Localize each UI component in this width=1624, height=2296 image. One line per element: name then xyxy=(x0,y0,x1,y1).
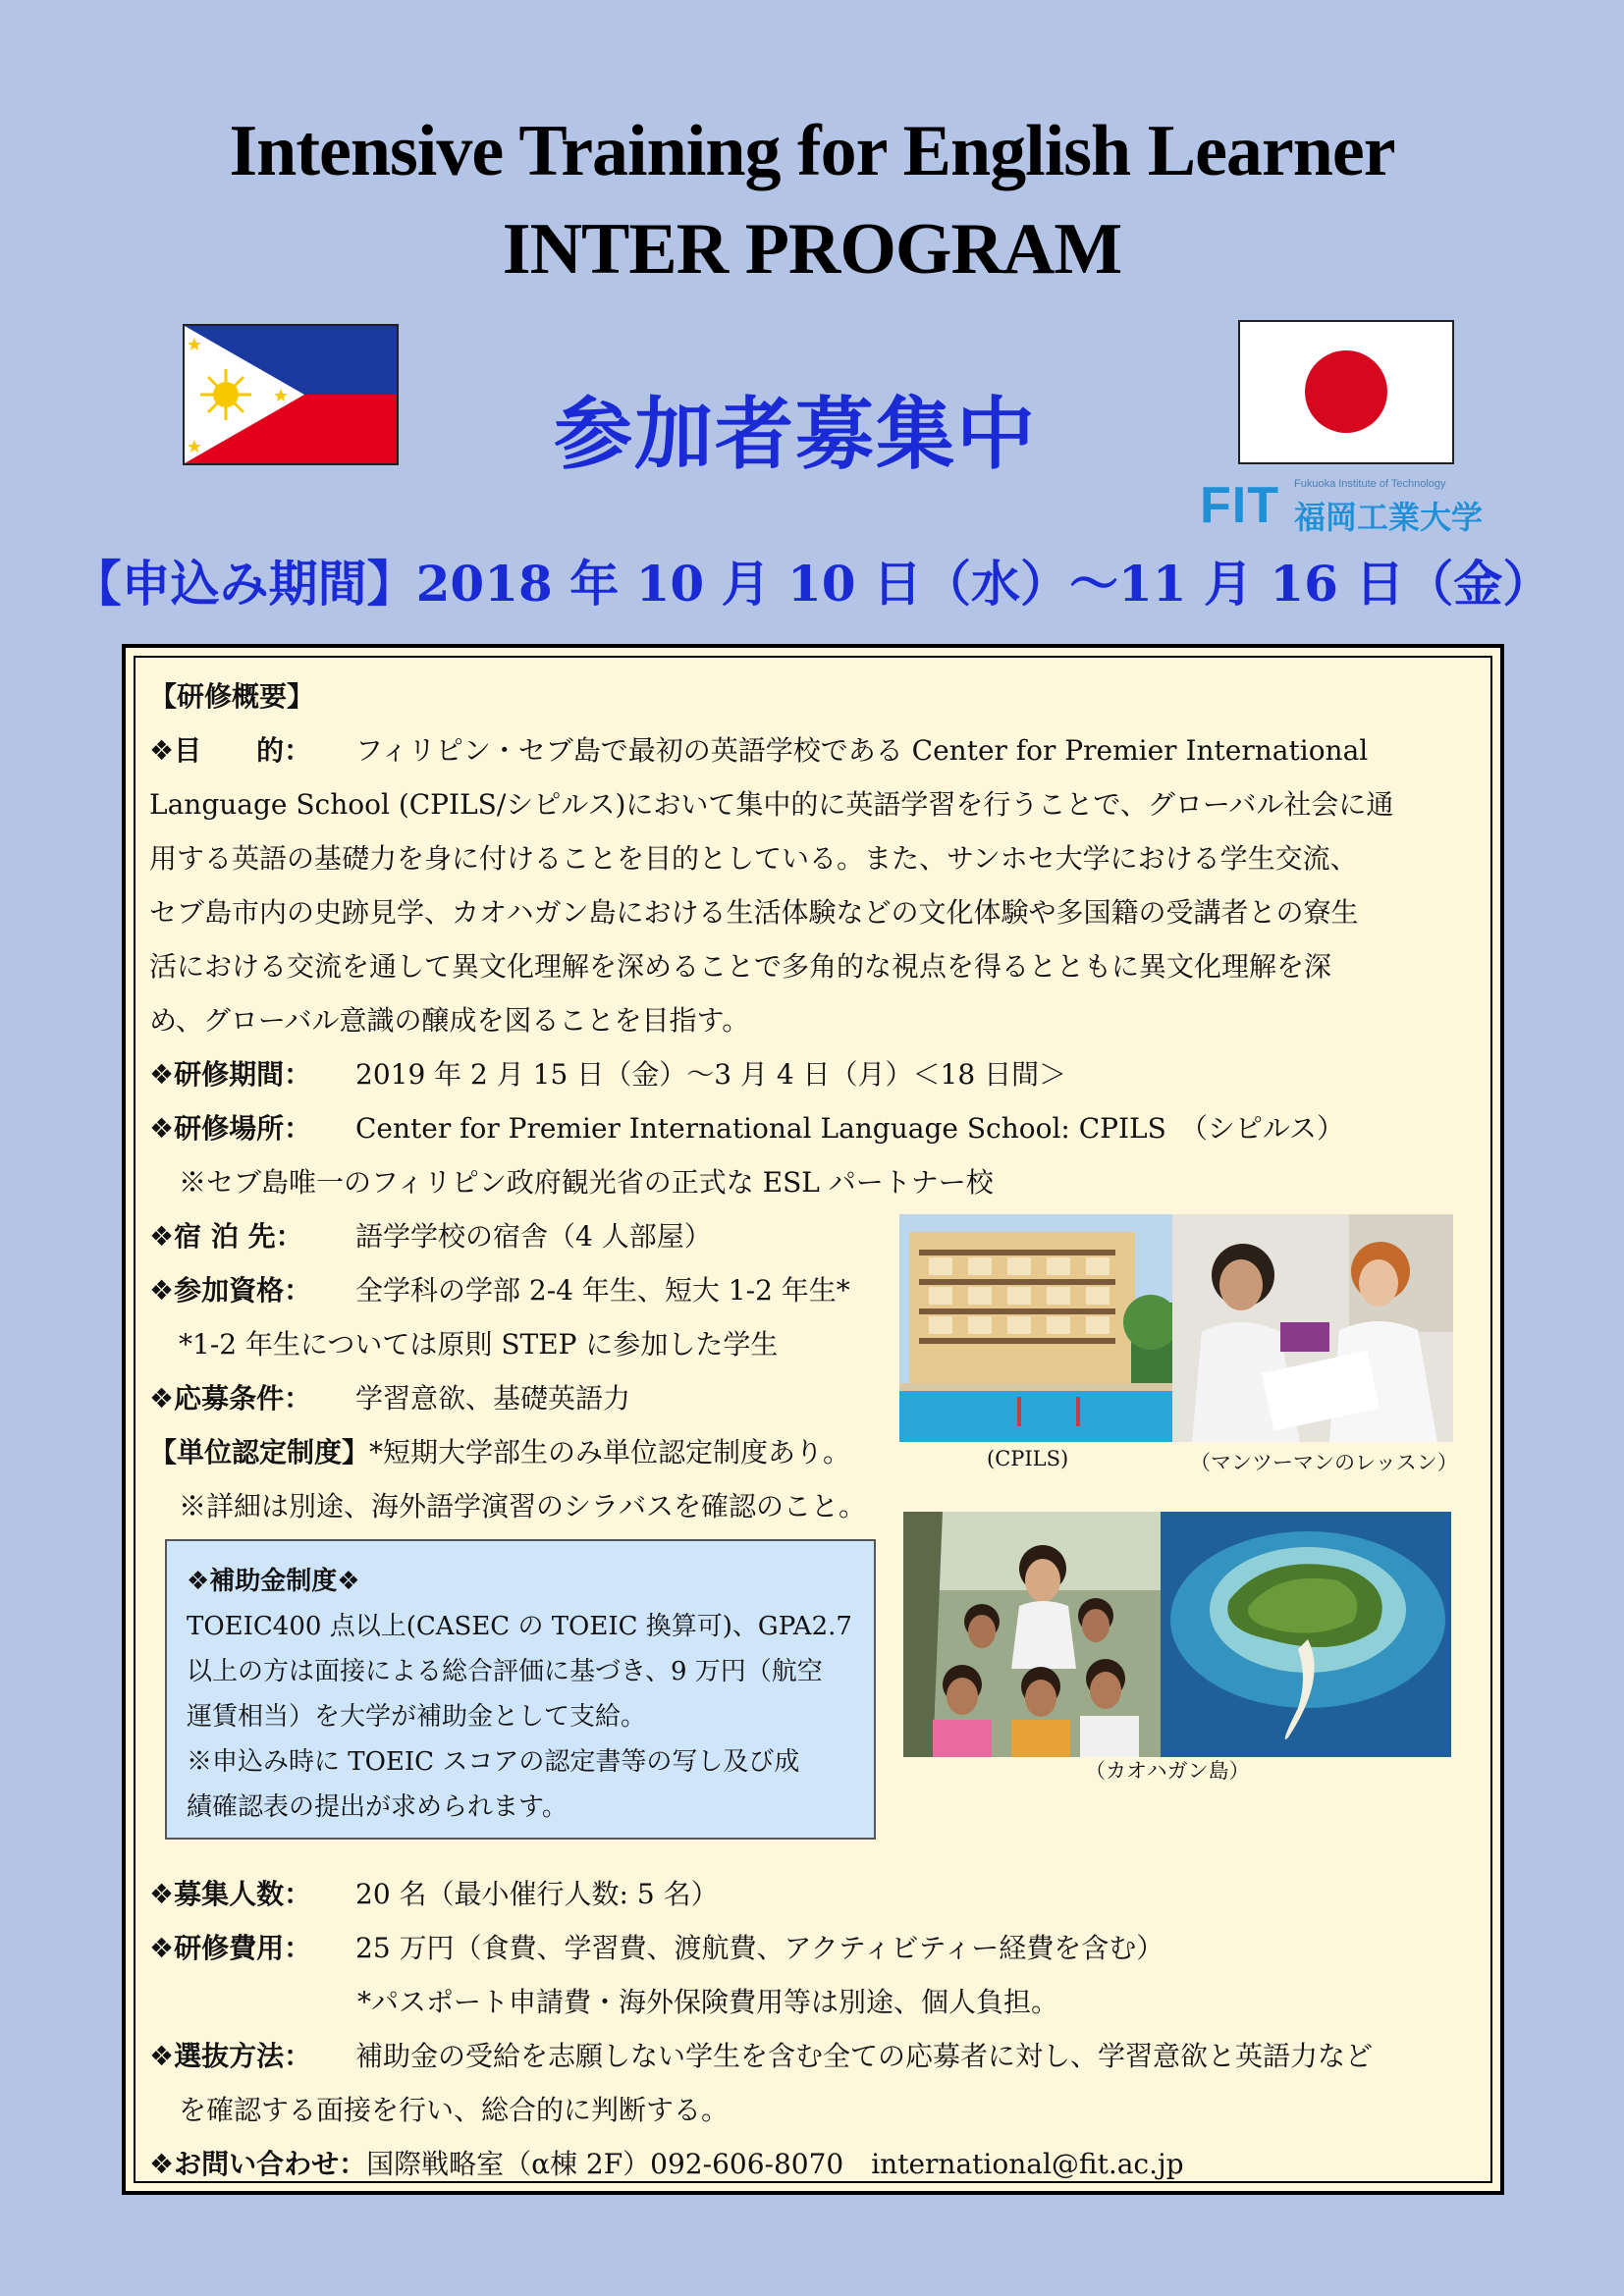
subsidy-heading: ❖補助金制度❖ xyxy=(187,1567,360,1596)
credit-label: 【単位認定制度】 xyxy=(149,1436,370,1468)
selection-text: 補助金の受給を志願しない学生を含む全ての応募者に対し、学習意欲と英語力など xyxy=(355,2040,1374,2072)
fit-logo-japanese: 福岡工業大学 xyxy=(1294,499,1484,536)
subsidy-text: ※申込み時に TOEIC スコアの認定書等の写し及び成 xyxy=(187,1747,800,1777)
selection-label: ❖選抜方法： xyxy=(149,2040,312,2072)
qualification-label: ❖参加資格： xyxy=(149,1274,312,1307)
purpose-text: Language School (CPILS/シピルス)において集中的に英語学習を行うことで、グローバル社会に通 xyxy=(149,788,1394,821)
title-line1: Intensive Training for English Learner xyxy=(229,111,1395,191)
fee-value: 25 万円（食費、学習費、渡航費、アクティビティー経費を含む） xyxy=(355,1932,1164,1964)
japan-flag-icon xyxy=(1238,320,1454,464)
title-line2: INTER PROGRAM xyxy=(502,209,1122,290)
children-photo xyxy=(903,1512,1161,1757)
purpose-text: め、グローバル意識の醸成を図ることを目指す。 xyxy=(149,1004,750,1037)
subsidy-box xyxy=(165,1539,876,1840)
purpose-label: ❖目 的： xyxy=(149,734,312,767)
place-note: ※セブ島唯一のフィリピン政府観光省の正式な ESL パートナー校 xyxy=(179,1166,994,1199)
credit-value: *短期大学部生のみ単位認定制度あり。 xyxy=(369,1436,851,1468)
fit-logo-mark: FIT xyxy=(1200,477,1279,534)
capacity-value: 20 名（最小催行人数: 5 名） xyxy=(355,1878,719,1910)
fee-note: *パスポート申請費・海外保険費用等は別途、個人負担。 xyxy=(357,1986,1059,2018)
contact-value: 国際戦略室（α棟 2F）092-606-8070 international@fit.ac.jp xyxy=(366,2148,1184,2180)
caption-lesson: （マンツーマンのレッスン） xyxy=(1190,1451,1458,1474)
qualification-value: 全学科の学部 2-4 年生、短大 1-2 年生* xyxy=(355,1274,850,1307)
subsidy-text: 以上の方は面接による総合評価に基づき、9 万円（航空 xyxy=(187,1657,823,1686)
application-period: 【申込み期間】2018 年 10 月 10 日（水）～11 月 16 日（金） xyxy=(72,555,1552,613)
period-value: 2019 年 2 月 15 日（金）～3 月 4 日（月）＜18 日間＞ xyxy=(355,1058,1067,1091)
subsidy-text: 運賃相当）を大学が補助金として支給。 xyxy=(187,1702,647,1732)
subsidy-text: TOEIC400 点以上(CASEC の TOEIC 換算可)、GPA2.7 xyxy=(187,1612,852,1641)
qualification-note: *1-2 年生については原則 STEP に参加した学生 xyxy=(179,1328,779,1361)
condition-value: 学習意欲、基礎英語力 xyxy=(355,1382,631,1415)
philippines-flag-icon xyxy=(183,324,399,465)
overview-heading: 【研修概要】 xyxy=(149,680,315,713)
lesson-photo xyxy=(1172,1214,1453,1442)
fit-logo xyxy=(1200,476,1494,536)
subsidy-text: 績確認表の提出が求められます。 xyxy=(187,1792,568,1822)
place-value: Center for Premier International Language School: CPILS （シピルス） xyxy=(355,1112,1344,1145)
fee-label: ❖研修費用： xyxy=(149,1932,312,1964)
program-details-lower xyxy=(149,1867,1485,2191)
selection-text: を確認する面接を行い、総合的に判断する。 xyxy=(179,2094,730,2126)
cpils-building-photo xyxy=(899,1214,1172,1442)
purpose-text: 活における交流を通して異文化理解を深めることで多角的な視点を得るとともに異文化理解を深 xyxy=(149,950,1332,983)
stay-value: 語学学校の宿舎（4 人部屋） xyxy=(355,1220,712,1253)
purpose-text: フィリピン・セブ島で最初の英語学校である Center for Premier International xyxy=(355,734,1369,767)
purpose-text: 用する英語の基礎力を身に付けることを目的としている。また、サンホセ大学における学生交流、 xyxy=(149,842,1358,875)
period-label: ❖研修期間： xyxy=(149,1058,312,1091)
caption-cpils: (CPILS) xyxy=(987,1447,1069,1470)
fit-logo-english: Fukuoka Institute of Technology xyxy=(1294,478,1446,490)
capacity-label: ❖募集人数： xyxy=(149,1878,312,1910)
credit-note: ※詳細は別途、海外語学演習のシラバスを確認のこと。 xyxy=(179,1490,867,1522)
caption-island: （カオハガン島） xyxy=(1085,1759,1250,1783)
island-photo xyxy=(1161,1512,1451,1757)
recruitment-heading: 参加者募集中 xyxy=(554,389,1037,480)
contact-label: ❖お問い合わせ： xyxy=(149,2148,367,2180)
purpose-text: セブ島市内の史跡見学、カオハガン島における生活体験などの文化体験や多国籍の受講者との寮生 xyxy=(149,896,1359,929)
condition-label: ❖応募条件： xyxy=(149,1382,312,1415)
stay-label: ❖宿 泊 先： xyxy=(149,1220,303,1253)
place-label: ❖研修場所： xyxy=(149,1112,312,1145)
